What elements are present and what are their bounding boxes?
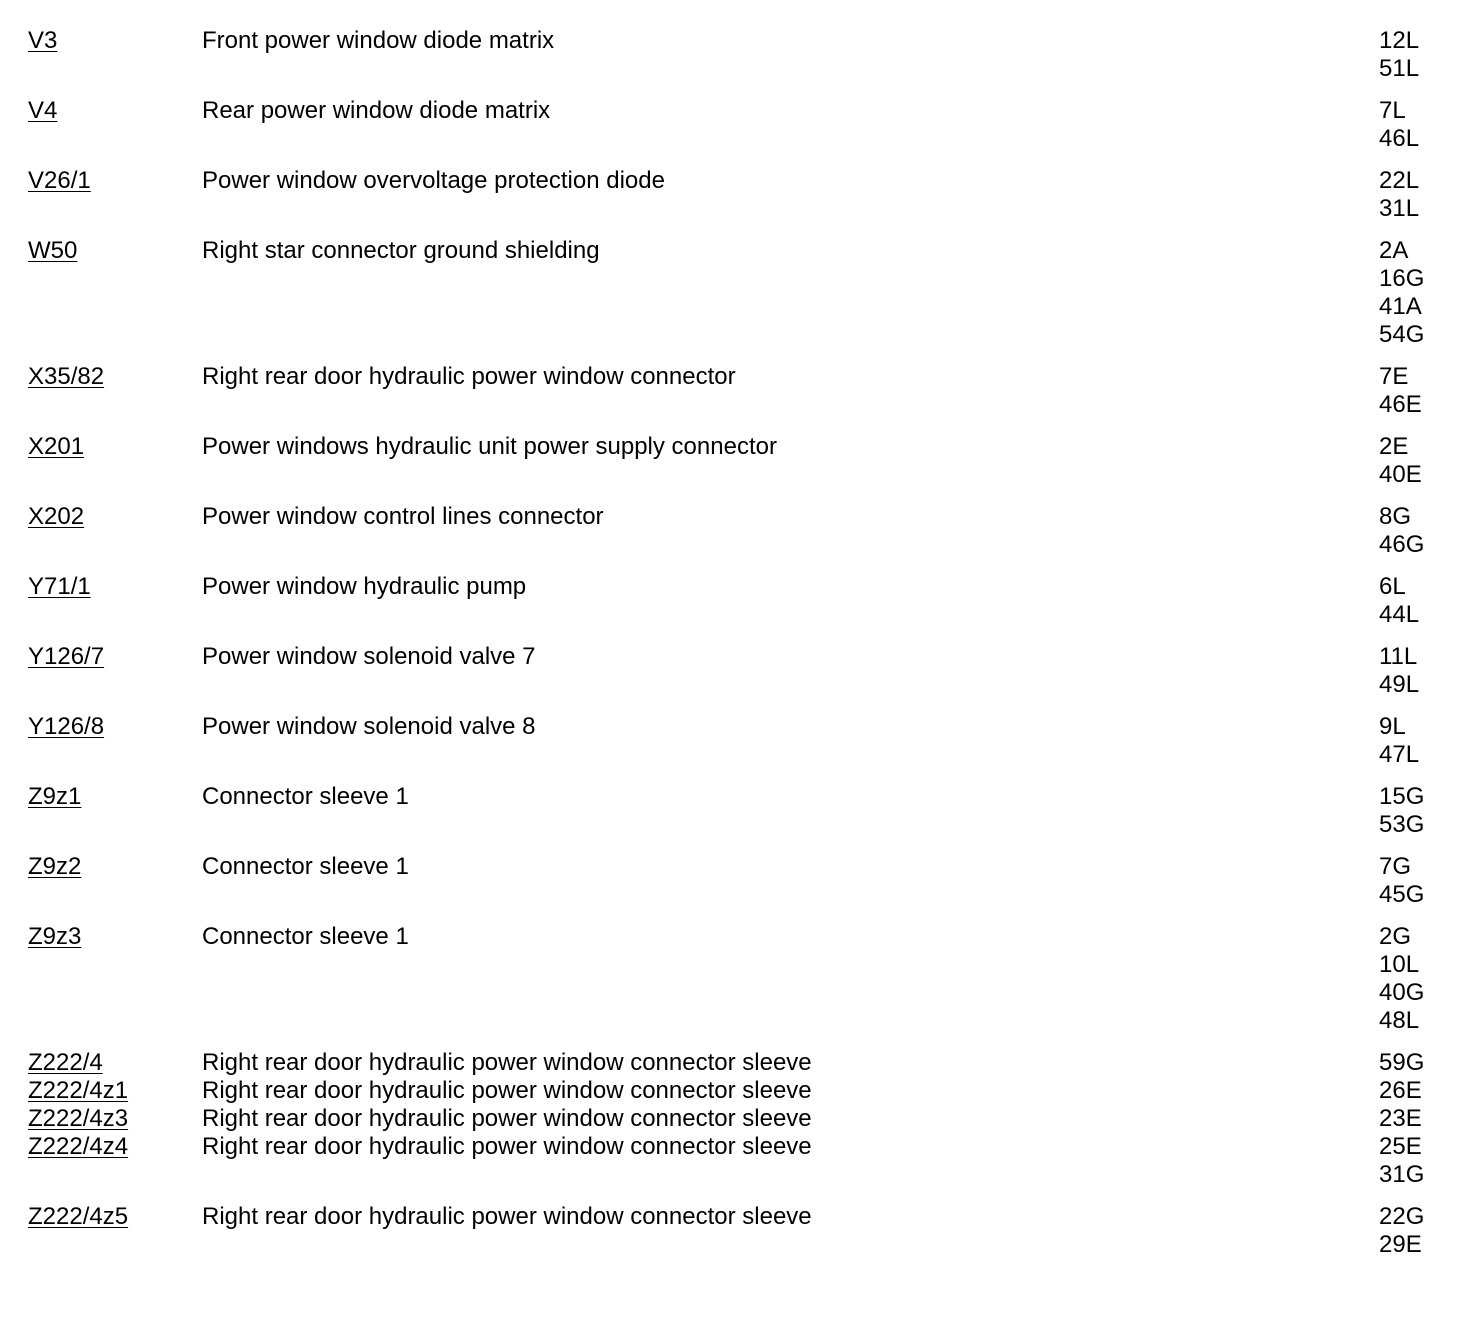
component-row — [0, 783, 1472, 839]
grid-location: 59G — [1379, 1049, 1425, 1076]
component-code-link[interactable]: V4 — [28, 97, 58, 124]
grid-locations — [1379, 783, 1472, 839]
grid-locations — [1379, 713, 1472, 769]
component-row — [0, 573, 1472, 629]
grid-location: 48L — [1379, 1007, 1420, 1034]
grid-locations — [1379, 237, 1472, 349]
component-description: Right rear door hydraulic power window connector sleeve — [202, 1105, 812, 1132]
component-description: Power window overvoltage protection diode — [202, 167, 665, 194]
grid-locations — [1379, 433, 1472, 489]
component-row — [0, 713, 1472, 769]
grid-location: 2E — [1379, 433, 1409, 460]
component-row — [0, 363, 1472, 419]
grid-locations — [1379, 1203, 1472, 1259]
grid-locations — [1379, 573, 1472, 629]
component-row — [0, 1077, 1472, 1105]
component-description: Power windows hydraulic unit power supply connector — [202, 433, 777, 460]
grid-location: 51L — [1379, 55, 1420, 82]
grid-location: 25E — [1379, 1133, 1422, 1160]
grid-location: 46L — [1379, 125, 1420, 152]
component-description: Front power window diode matrix — [202, 27, 555, 54]
component-description: Power window solenoid valve 7 — [202, 643, 536, 670]
component-code-link[interactable]: Z9z3 — [28, 923, 82, 950]
grid-locations — [1379, 1049, 1472, 1077]
component-row — [0, 1133, 1472, 1189]
component-code-link[interactable]: Z222/4 — [28, 1049, 103, 1076]
grid-location: 22G — [1379, 1203, 1425, 1230]
component-description: Connector sleeve 1 — [202, 923, 409, 950]
component-row — [0, 167, 1472, 223]
component-code-link[interactable]: Y126/7 — [28, 643, 105, 670]
grid-location: 45G — [1379, 881, 1425, 908]
component-description: Rear power window diode matrix — [202, 97, 551, 124]
component-row — [0, 27, 1472, 83]
grid-location: 47L — [1379, 741, 1420, 768]
component-description: Power window solenoid valve 8 — [202, 713, 536, 740]
grid-location: 46E — [1379, 391, 1422, 418]
component-description: Power window hydraulic pump — [202, 573, 527, 600]
grid-locations — [1379, 923, 1472, 1035]
component-description: Right rear door hydraulic power window connector sleeve — [202, 1077, 812, 1104]
grid-locations — [1379, 1133, 1472, 1189]
component-row — [0, 503, 1472, 559]
grid-location: 15G — [1379, 783, 1425, 810]
component-code-link[interactable]: Y71/1 — [28, 573, 91, 600]
grid-locations — [1379, 643, 1472, 699]
component-row — [0, 643, 1472, 699]
grid-locations — [1379, 97, 1472, 153]
grid-location: 44L — [1379, 601, 1420, 628]
component-code-link[interactable]: Z222/4z3 — [28, 1105, 129, 1132]
component-code-link[interactable]: Z222/4z1 — [28, 1077, 129, 1104]
component-description: Right star connector ground shielding — [202, 237, 600, 264]
grid-location: 53G — [1379, 811, 1425, 838]
component-code-link[interactable]: X202 — [28, 503, 85, 530]
component-description: Power window control lines connector — [202, 503, 604, 530]
grid-location: 7G — [1379, 853, 1412, 880]
component-code-link[interactable]: V3 — [28, 27, 58, 54]
grid-location: 7E — [1379, 363, 1409, 390]
grid-locations — [1379, 167, 1472, 223]
component-description: Connector sleeve 1 — [202, 853, 409, 880]
grid-location: 9L — [1379, 713, 1406, 740]
component-code-link[interactable]: Z9z1 — [28, 783, 82, 810]
component-description: Right rear door hydraulic power window connector sleeve — [202, 1133, 812, 1160]
component-description: Right rear door hydraulic power window connector — [202, 363, 736, 390]
grid-locations — [1379, 503, 1472, 559]
grid-location: 54G — [1379, 321, 1425, 348]
grid-location: 7L — [1379, 97, 1406, 124]
grid-location: 41A — [1379, 293, 1422, 320]
grid-location: 23E — [1379, 1105, 1422, 1132]
component-code-link[interactable]: Z222/4z4 — [28, 1133, 129, 1160]
grid-location: 29E — [1379, 1231, 1422, 1258]
component-code-link[interactable]: Y126/8 — [28, 713, 105, 740]
grid-location: 31L — [1379, 195, 1420, 222]
grid-location: 6L — [1379, 573, 1406, 600]
grid-location: 40G — [1379, 979, 1425, 1006]
component-code-link[interactable]: X201 — [28, 433, 85, 460]
grid-location: 26E — [1379, 1077, 1422, 1104]
component-row — [0, 237, 1472, 349]
component-row — [0, 923, 1472, 1035]
component-description: Right rear door hydraulic power window connector sleeve — [202, 1049, 812, 1076]
grid-location: 2A — [1379, 237, 1409, 264]
component-description: Connector sleeve 1 — [202, 783, 409, 810]
component-row — [0, 97, 1472, 153]
grid-location: 31G — [1379, 1161, 1425, 1188]
component-row — [0, 853, 1472, 909]
grid-location: 16G — [1379, 265, 1425, 292]
grid-location: 40E — [1379, 461, 1422, 488]
grid-location: 11L — [1379, 643, 1418, 670]
component-code-link[interactable]: Z222/4z5 — [28, 1203, 129, 1230]
grid-location: 2G — [1379, 923, 1412, 950]
grid-location: 10L — [1379, 951, 1420, 978]
component-row — [0, 1203, 1472, 1259]
component-code-link[interactable]: X35/82 — [28, 363, 105, 390]
grid-location: 12L — [1379, 27, 1420, 54]
component-code-link[interactable]: W50 — [28, 237, 78, 264]
grid-locations — [1379, 853, 1472, 909]
grid-locations — [1379, 27, 1472, 83]
grid-location: 8G — [1379, 503, 1412, 530]
component-row — [0, 433, 1472, 489]
grid-location: 49L — [1379, 671, 1420, 698]
grid-locations — [1379, 363, 1472, 419]
grid-locations — [1379, 1077, 1472, 1105]
grid-location: 22L — [1379, 167, 1420, 194]
component-description: Right rear door hydraulic power window connector sleeve — [202, 1203, 812, 1230]
component-row — [0, 1049, 1472, 1077]
grid-locations — [1379, 1105, 1472, 1133]
component-code-link[interactable]: Z9z2 — [28, 853, 82, 880]
component-code-link[interactable]: V26/1 — [28, 167, 91, 194]
component-row — [0, 1105, 1472, 1133]
grid-location: 46G — [1379, 531, 1425, 558]
